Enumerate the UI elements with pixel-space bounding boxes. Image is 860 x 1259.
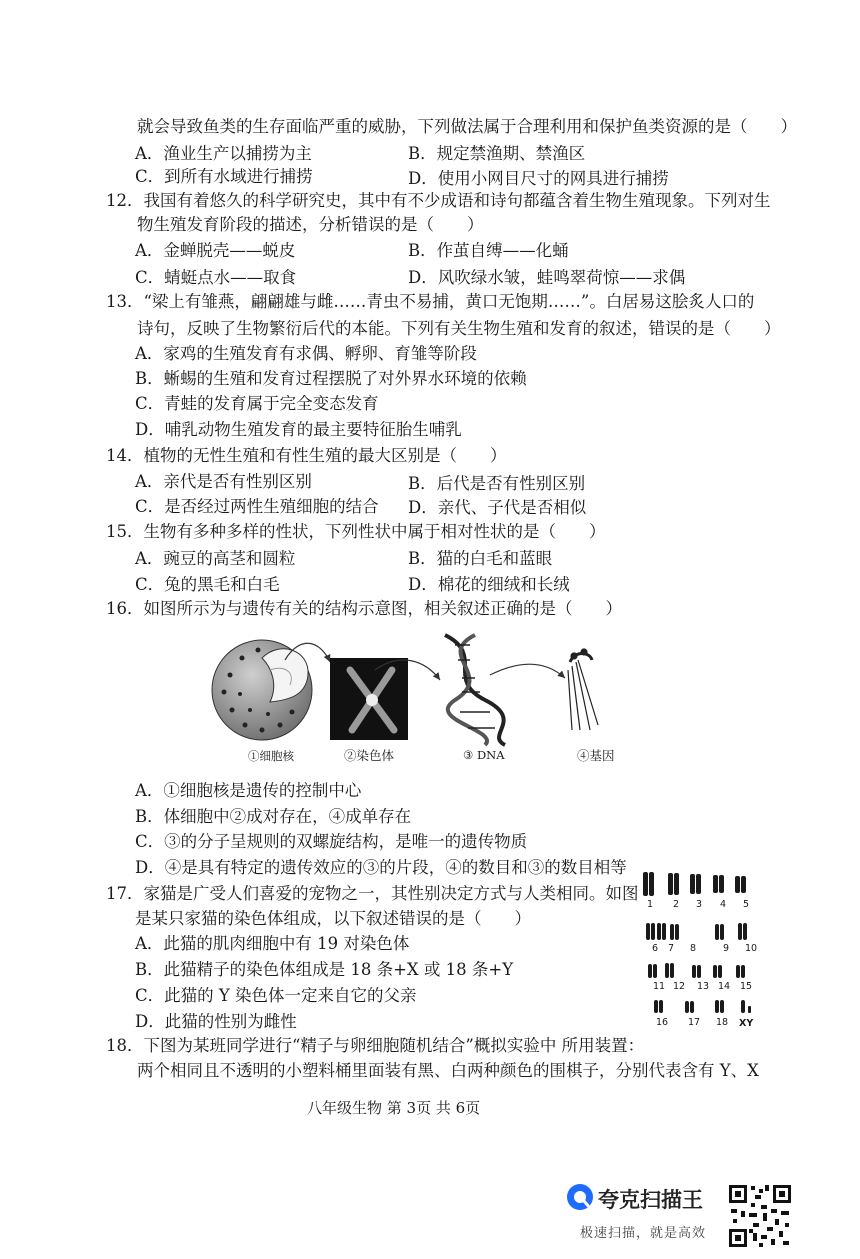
- q16-option-a: A．①细胞核是遗传的控制中心: [135, 781, 362, 800]
- q16-option-b: B．体细胞中②成对存在，④成单存在: [135, 807, 412, 826]
- karyotype-label: 16: [656, 1017, 669, 1028]
- karyotype-label: 10: [745, 943, 758, 954]
- q12-option-d: D．风吹绿水皱，蛙鸣翠荷惊——求偶: [408, 268, 686, 287]
- karyotype-label: 8: [690, 943, 697, 954]
- genetics-structure-figure: [200, 630, 630, 750]
- karyotype-label: 1: [647, 899, 654, 910]
- q17-option-c: C．此猫的 Y 染色体一定来自它的父亲: [135, 986, 417, 1005]
- q14-option-a: A．亲代是否有性别区别: [135, 472, 312, 491]
- karyotype-label: 2: [673, 899, 680, 910]
- dna-helix-drawing: [445, 635, 505, 745]
- karyotype-label: 15: [740, 981, 753, 992]
- q13-option-b: B．蜥蜴的生殖和发育过程摆脱了对外界水环境的依赖: [135, 369, 527, 388]
- q17-option-d: D．此猫的性别为雌性: [135, 1012, 297, 1031]
- q17-option-b: B．此猫精子的染色体组成是 18 条+X 或 18 条+Y: [135, 960, 514, 979]
- q12-option-c: C．蜻蜓点水——取食: [135, 268, 297, 287]
- qr-code-icon: [727, 1183, 793, 1249]
- q15-option-c: C．兔的黑毛和白毛: [135, 575, 280, 594]
- q13-option-d: D．哺乳动物生殖发育的最主要特征胎生哺乳: [135, 420, 462, 439]
- q18-stem-line1: 18．下图为某班同学进行“精子与卵细胞随机结合”概拟实验中 所用装置：: [106, 1036, 645, 1055]
- q11-option-a: A．渔业生产以捕捞为主: [135, 144, 312, 163]
- page-footer: 八年级生物 第 3页 共 6页: [307, 1099, 481, 1117]
- karyotype-row-4: [654, 1000, 751, 1013]
- q14-option-d: D．亲代、子代是否相似: [408, 498, 587, 517]
- q13-option-c: C．青蛙的发育属于完全变态发育: [135, 394, 379, 413]
- q15-option-b: B．猫的白毛和蓝眼: [408, 549, 553, 568]
- q14-option-b: B．后代是否有性别区别: [408, 474, 586, 493]
- q15-stem: 15．生物有多种多样的性状，下列性状中属于相对性状的是（ ）: [106, 522, 606, 541]
- q13-stem-line1: 13．“梁上有雏燕，翩翩雄与雌……青虫不易捕，黄口无饱期……”。白居易这脍炙人口的: [106, 292, 755, 311]
- karyotype-label: 14: [718, 981, 731, 992]
- karyotype-row-2: [646, 923, 747, 940]
- q11-stem-tail: 就会导致鱼类的生存面临严重的威胁，下列做法属于合理利用和保护鱼类资源的是（ ）: [137, 117, 797, 136]
- q14-option-c: C．是否经过两性生殖细胞的结合: [135, 497, 379, 516]
- karyotype-label: 5: [743, 899, 750, 910]
- q12-stem-line1: 12．我国有着悠久的科学研究史，其中有不少成语和诗句都蕴含着生物生殖现象。下列对生: [106, 191, 771, 210]
- gene-fan-drawing: [568, 649, 598, 730]
- q13-option-a: A．家鸡的生殖发育有求偶、孵卵、育雏等阶段: [135, 344, 477, 363]
- caption-gene: ④基因: [577, 748, 615, 763]
- karyotype-label: XY: [739, 1018, 754, 1029]
- q17-stem-line2: 是某只家猫的染色体组成，以下叙述错误的是（ ）: [135, 909, 531, 928]
- karyotype-row-1: [643, 872, 746, 896]
- q12-option-b: B．作茧自缚——化蛹: [408, 241, 569, 260]
- q18-stem-line2: 两个相同且不透明的小塑料桶里面装有黑、白两种颜色的围棋子，分别代表含有 Y、X: [137, 1061, 759, 1080]
- q11-option-c: C．到所有水域进行捕捞: [135, 167, 313, 186]
- q14-stem: 14．植物的无性生殖和有性生殖的最大区别是（ ）: [106, 446, 507, 465]
- caption-cell-nucleus: ①细胞核: [248, 749, 294, 763]
- chromosome-drawing: [330, 658, 408, 740]
- karyotype-label: 6: [652, 943, 659, 954]
- karyotype-label: 12: [673, 981, 686, 992]
- caption-dna: ③ DNA: [463, 748, 505, 762]
- q15-option-a: A．豌豆的高茎和圆粒: [135, 549, 296, 568]
- karyotype-label: 13: [697, 981, 710, 992]
- caption-chromosome: ②染色体: [344, 748, 395, 763]
- karyotype-label: 18: [716, 1017, 729, 1028]
- karyotype-label: 11: [653, 981, 666, 992]
- quark-scanner-logo-icon: [565, 1182, 595, 1212]
- q16-stem: 16．如图所示为与遗传有关的结构示意图，相关叙述正确的是（ ）: [106, 599, 622, 618]
- karyotype-label: 4: [720, 899, 727, 910]
- q16-option-c: C．③的分子呈规则的双螺旋结构，是唯一的遗传物质: [135, 832, 528, 851]
- karyotype-label: 7: [668, 943, 675, 954]
- q12-stem-line2: 物生殖发育阶段的描述，分析错误的是（ ）: [137, 215, 484, 234]
- q11-option-b: B．规定禁渔期、禁渔区: [408, 144, 586, 163]
- cell-nucleus-drawing: [212, 640, 312, 740]
- q17-stem-line1: 17．家猫是广受人们喜爱的宠物之一，其性别决定方式与人类相同。如图: [106, 884, 639, 903]
- scanner-app-name: 夸克扫描王: [598, 1188, 703, 1212]
- q11-option-d: D．使用小网目尺寸的网具进行捕捞: [408, 169, 669, 188]
- karyotype-label: 17: [688, 1017, 701, 1028]
- karyotype-row-3: [648, 963, 745, 978]
- q15-option-d: D．棉花的细绒和长绒: [408, 575, 570, 594]
- karyotype-label: 9: [723, 943, 730, 954]
- q17-option-a: A．此猫的肌肉细胞中有 19 对染色体: [135, 934, 410, 953]
- karyotype-label: 3: [696, 899, 703, 910]
- q13-stem-line2: 诗句，反映了生物繁衍后代的本能。下列有关生物生殖和发育的叙述，错误的是（ ）: [137, 319, 781, 338]
- scanner-app-tagline: 极速扫描，就是高效: [580, 1226, 707, 1241]
- q16-option-d: D．④是具有特定的遗传效应的③的片段，④的数目和③的数目相等: [135, 858, 627, 877]
- q12-option-a: A．金蝉脱壳——蜕皮: [135, 241, 296, 260]
